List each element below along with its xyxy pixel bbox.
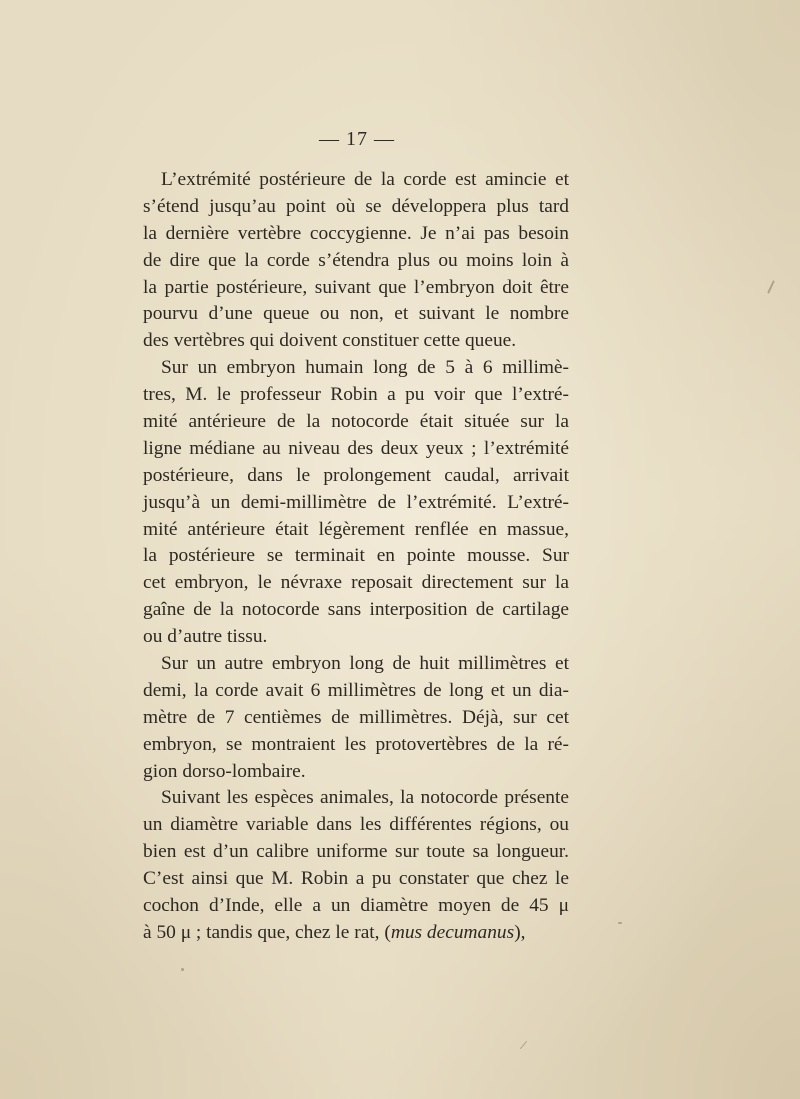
- text-line: Sur un autre embryon long de huit millimètres et: [161, 653, 569, 675]
- paper-speck: [181, 968, 184, 971]
- text-line: s’étend jusqu’au point où se développera plus tard: [143, 195, 569, 217]
- text-line: mité antérieure était légèrement renflée en massue,: [143, 518, 569, 540]
- text-line: C’est ainsi que M. Robin a pu constater que chez le: [143, 868, 569, 890]
- paper-speck: [520, 1041, 527, 1049]
- text-line: [143, 920, 569, 947]
- text-line: la postérieure se terminait en pointe mousse. Sur: [143, 545, 569, 567]
- text-line: la partie postérieure, suivant que l’embryon doit être: [143, 276, 569, 298]
- text-line: tres, M. le professeur Robin a pu voir que l’extré-: [143, 384, 569, 406]
- text-segment: ),: [514, 921, 526, 943]
- text-line: des vertèbres qui doivent constituer cette queue.: [143, 330, 517, 352]
- text-line: embryon, se montraient les protovertèbres de la ré-: [143, 733, 569, 755]
- paper-speck: [767, 280, 775, 294]
- text-line: gaîne de la notocorde sans interposition de cartilage: [143, 599, 569, 621]
- text-line: pourvu d’une queue ou non, et suivant le nombre: [143, 303, 569, 325]
- text-line: postérieure, dans le prolongement caudal, arrivait: [143, 464, 569, 486]
- text-line: la dernière vertèbre coccygienne. Je n’ai pas besoin: [143, 222, 569, 244]
- text-line: un diamètre variable dans les différentes régions, ou: [143, 814, 569, 836]
- text-line: L’extrémité postérieure de la corde est amincie et: [161, 169, 569, 190]
- text-line: gion dorso-lombaire.: [143, 760, 306, 782]
- text-line: cochon d’Inde, elle a un diamètre moyen de 45 μ: [143, 895, 569, 917]
- text-segment: à 50 μ ; tandis que, chez le rat, (: [143, 921, 391, 943]
- text-line: mité antérieure de la notocorde était située sur la: [143, 411, 569, 433]
- text-line: ligne médiane au niveau des deux yeux ; l’extrémité: [143, 437, 569, 459]
- text-line: jusqu’à un demi-millimètre de l’extrémité. L’extré-: [143, 491, 569, 513]
- page-number: — 17 —: [319, 128, 395, 150]
- text-line: bien est d’un calibre uniforme sur toute sa longueur.: [143, 841, 569, 863]
- text-line: ou d’autre tissu.: [143, 626, 268, 648]
- species-name: mus decumanus: [390, 921, 515, 943]
- text-line: cet embryon, le névraxe reposait directement sur la: [143, 572, 569, 594]
- body-text: [143, 167, 569, 947]
- text-line: Suivant les espèces animales, la notocorde présente: [161, 787, 569, 809]
- text-line: demi, la corde avait 6 millimètres de long et un dia-: [143, 679, 569, 701]
- text-line: Sur un embryon humain long de 5 à 6 millimè-: [161, 357, 569, 379]
- text-line: de dire que la corde s’étendra plus ou moins loin à: [143, 249, 569, 271]
- text-line: mètre de 7 centièmes de millimètres. Déjà, sur cet: [143, 706, 569, 728]
- paper-speck: [618, 922, 622, 924]
